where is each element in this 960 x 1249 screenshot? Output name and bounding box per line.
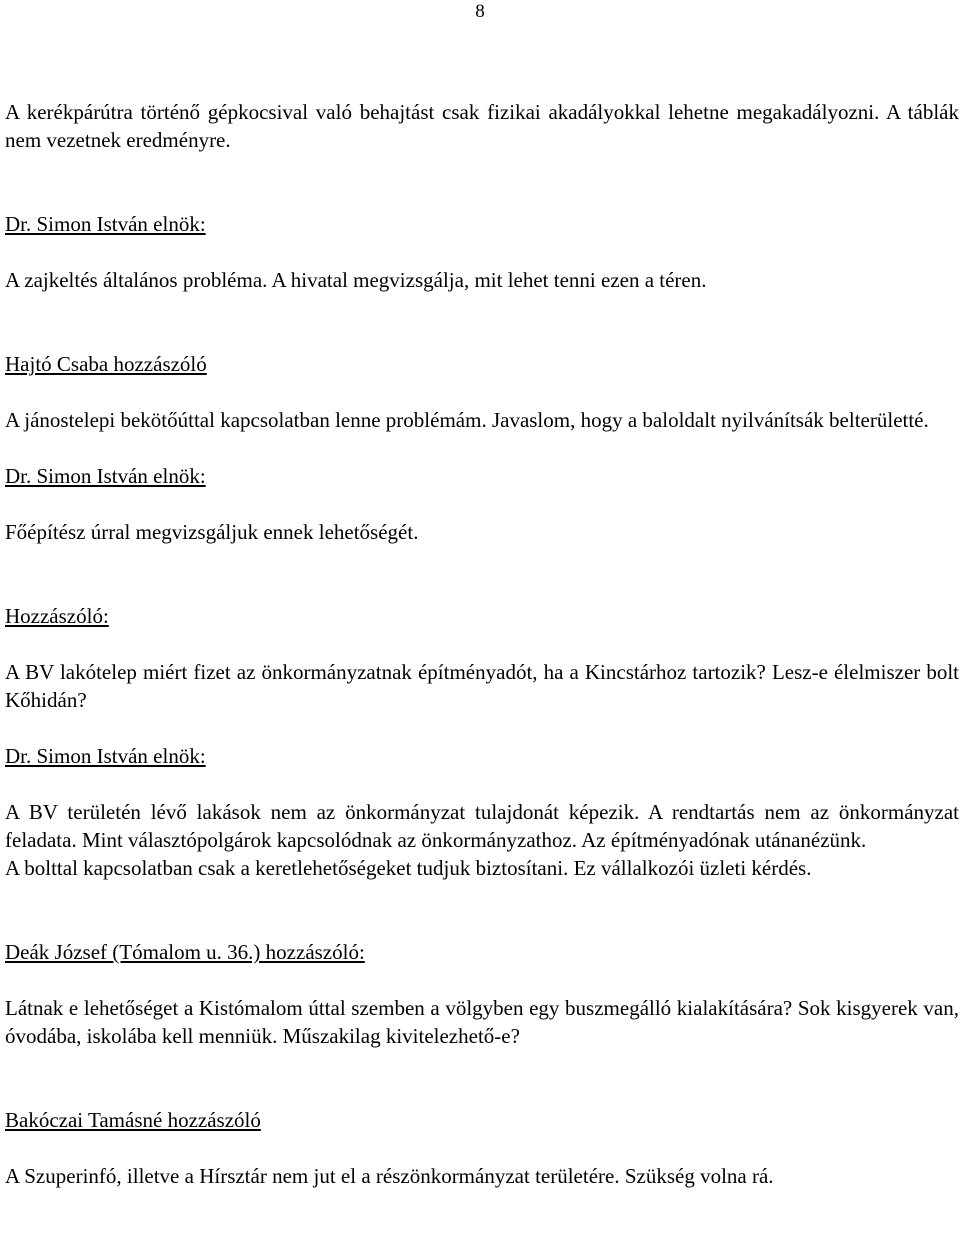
paragraph: A BV lakótelep miért fizet az önkormányzatnak építményadót, ha a Kincstárhoz tartozik? Lesz-e élelmiszer bolt Kőhidán?	[5, 660, 959, 712]
page-number: 8	[475, 1, 485, 22]
paragraph: Főépítész úrral megvizsgáljuk ennek lehetőségét.	[5, 520, 419, 544]
speaker-label: Hajtó Csaba hozzászóló	[5, 352, 207, 376]
paragraph: A jánostelepi bekötőúttal kapcsolatban lenne problémám. Javaslom, hogy a baloldalt nyilvánítsák belterületté.	[5, 408, 929, 432]
speaker-label: Dr. Simon István elnök:	[5, 744, 206, 768]
paragraph: A Szuperinfó, illetve a Hírsztár nem jut el a részönkormányzat területére. Szükség volna rá.	[5, 1164, 774, 1188]
paragraph: A zajkeltés általános probléma. A hivatal megvizsgálja, mit lehet tenni ezen a téren.	[5, 268, 707, 292]
paragraph: A bolttal kapcsolatban csak a keretlehetőségeket tudjuk biztosítani. Ez vállalkozói üzleti kérdés.	[5, 856, 812, 880]
speaker-label: Dr. Simon István elnök:	[5, 464, 206, 488]
paragraph: A kerékpárútra történő gépkocsival való behajtást csak fizikai akadályokkal lehetne megakadályozni. A táblák nem vezetnek eredményre.	[5, 100, 959, 152]
paragraph: A BV területén lévő lakások nem az önkormányzat tulajdonát képezik. A rendtartás nem az önkormányzat feladata. Mint választópolgárok kapcsolódnak az önkormányzathoz. Az építményadónak utánanézünk.	[5, 800, 959, 852]
speaker-label: Dr. Simon István elnök:	[5, 212, 206, 236]
speaker-label: Hozzászóló:	[5, 604, 109, 628]
speaker-label: Bakóczai Tamásné hozzászóló	[5, 1108, 261, 1132]
document-body	[5, 98, 959, 1190]
speaker-label: Deák József (Tómalom u. 36.) hozzászóló:	[5, 940, 365, 964]
paragraph: Látnak e lehetőséget a Kistómalom úttal szemben a völgyben egy buszmegálló kialakítására? Sok kisgyerek van, óvodába, iskolába kell menniük. Műszakilag kivitelezhető-e?	[5, 996, 959, 1048]
